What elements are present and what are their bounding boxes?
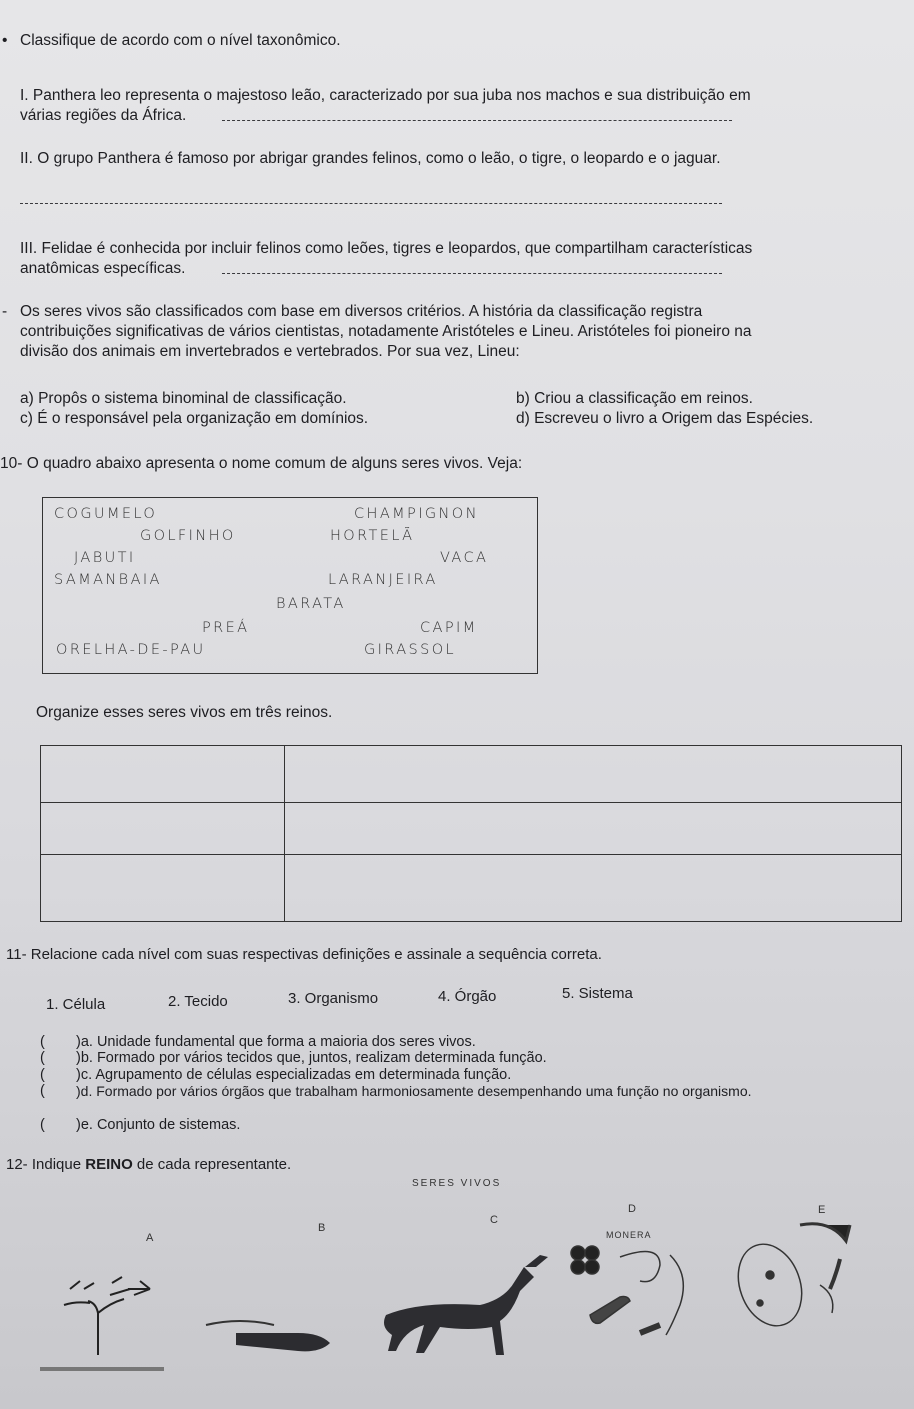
bacteria-icon <box>571 1246 683 1335</box>
q9-line2: contribuições significativas de vários cientistas, notadamente Aristóteles e Lineu. Aristóteles foi pioneiro na <box>20 323 752 340</box>
option-a: )a. Unidade fundamental que forma a maioria dos seres vivos. <box>76 1034 476 1050</box>
option-c: )c. Agrupamento de células especializadas em determinada função. <box>76 1067 512 1083</box>
q10-title: 10- O quadro abaixo apresenta o nome comum de alguns seres vivos. Veja: <box>0 455 523 472</box>
q12-title <box>6 1156 291 1173</box>
worm-icon <box>206 1321 330 1351</box>
q12-title-suffix: de cada representante. <box>132 1156 292 1173</box>
classify-title: Classifique de acordo com o nível taxonômico. <box>20 32 341 49</box>
word-barata: BARATA <box>276 596 346 612</box>
word-cogumelo: COGUMELO <box>54 506 158 522</box>
word-capim: CAPIM <box>420 620 478 636</box>
word-vaca: VACA <box>440 550 489 566</box>
q11-title: 11- Relacione cada nível com suas respectivas definições e assinale a sequência correta. <box>6 946 602 963</box>
label-a: A <box>146 1232 155 1244</box>
option-e: )e. Conjunto de sistemas. <box>76 1117 241 1133</box>
q9-option-b[interactable]: b) Criou a classificação em reinos. <box>516 390 753 407</box>
q10-instruction: Organize esses seres vivos em três reinos. <box>36 704 333 721</box>
cell-icon <box>727 1224 850 1335</box>
label-d: D <box>628 1203 637 1215</box>
answer-line-2[interactable] <box>20 203 722 204</box>
word-champignon: CHAMPIGNON <box>354 506 479 522</box>
classify-item-2-line1: II. O grupo Panthera é famoso por abrigar grandes felinos, como o leão, o tigre, o leopardo e o jaguar. <box>20 150 721 167</box>
word-hortela: HORTELÃ <box>330 528 415 544</box>
word-girassol: GIRASSOL <box>364 642 457 658</box>
classify-item-1-line1: I. Panthera leo representa o majestoso leão, caracterizado por sua juba nos machos e sua distribuição em <box>20 87 751 104</box>
paren-b[interactable]: ( <box>40 1050 45 1066</box>
label-b: B <box>318 1222 327 1234</box>
seres-vivos-heading: SERES VIVOS <box>412 1178 502 1189</box>
deer-icon <box>384 1255 548 1355</box>
kingdom-cell-1b[interactable] <box>285 747 898 802</box>
word-prea: PREÁ <box>202 620 250 636</box>
word-orelha-de-pau: ORELHA-DE-PAU <box>56 642 206 658</box>
plant-icon <box>64 1277 150 1355</box>
option-d: )d. Formado por vários órgãos que trabalham harmoniosamente desempenhando uma função no organismo. <box>76 1083 752 1099</box>
q9-option-d[interactable]: d) Escreveu o livro a Origem das Espécies. <box>516 410 814 427</box>
classify-item-3-line2: anatômicas específicas. <box>20 260 186 277</box>
level-orgao: 4. Órgão <box>438 988 497 1005</box>
answer-line-3[interactable] <box>222 273 722 274</box>
paren-e[interactable]: ( <box>40 1117 45 1133</box>
monera-label: MONERA <box>606 1230 652 1240</box>
word-golfinho: GOLFINHO <box>140 528 236 544</box>
level-sistema: 5. Sistema <box>562 985 633 1002</box>
word-jabuti: JABUTI <box>74 550 136 566</box>
kingdom-cell-2b[interactable] <box>285 803 898 853</box>
option-b: )b. Formado por vários tecidos que, juntos, realizam determinada função. <box>76 1050 547 1066</box>
kingdom-cell-3a[interactable] <box>42 855 283 919</box>
q9-line3: divisão dos animais em invertebrados e vertebrados. Por sua vez, Lineu: <box>20 343 520 360</box>
paren-d[interactable]: ( <box>40 1083 45 1099</box>
level-tecido: 2. Tecido <box>168 993 228 1010</box>
kingdom-cell-2a[interactable] <box>42 803 283 853</box>
q12-title-prefix: 12- Indique <box>6 1156 86 1173</box>
classify-item-1-line2: várias regiões da África. <box>20 107 187 124</box>
answer-line-1[interactable] <box>222 120 732 121</box>
q9-option-c[interactable]: c) É o responsável pela organização em domínios. <box>20 410 369 427</box>
level-organismo: 3. Organismo <box>288 990 379 1007</box>
kingdom-cell-1a[interactable] <box>42 747 283 802</box>
word-laranjeira: LARANJEIRA <box>328 572 438 588</box>
paren-a[interactable]: ( <box>40 1034 45 1050</box>
paren-c[interactable]: ( <box>40 1067 45 1083</box>
word-samanbaia: SAMANBAIA <box>54 572 162 588</box>
bullet-dot: • <box>2 32 8 49</box>
classify-item-3-line1: III. Felidae é conhecida por incluir felinos como leões, tigres e leopardos, que compartilham características <box>20 240 753 257</box>
q9-option-a[interactable]: a) Propôs o sistema binominal de classificação. <box>20 390 347 407</box>
kingdom-cell-3b[interactable] <box>285 855 898 919</box>
level-celula: 1. Célula <box>46 996 106 1013</box>
label-e: E <box>818 1204 827 1216</box>
ground-strip-icon <box>40 1367 164 1371</box>
q12-title-bold: REINO <box>85 1156 133 1173</box>
q9-marker: - <box>2 303 8 320</box>
label-c: C <box>490 1214 499 1226</box>
representatives-illustration <box>0 1185 914 1409</box>
q9-line1: Os seres vivos são classificados com base em diversos critérios. A história da classificação registra <box>20 303 703 320</box>
